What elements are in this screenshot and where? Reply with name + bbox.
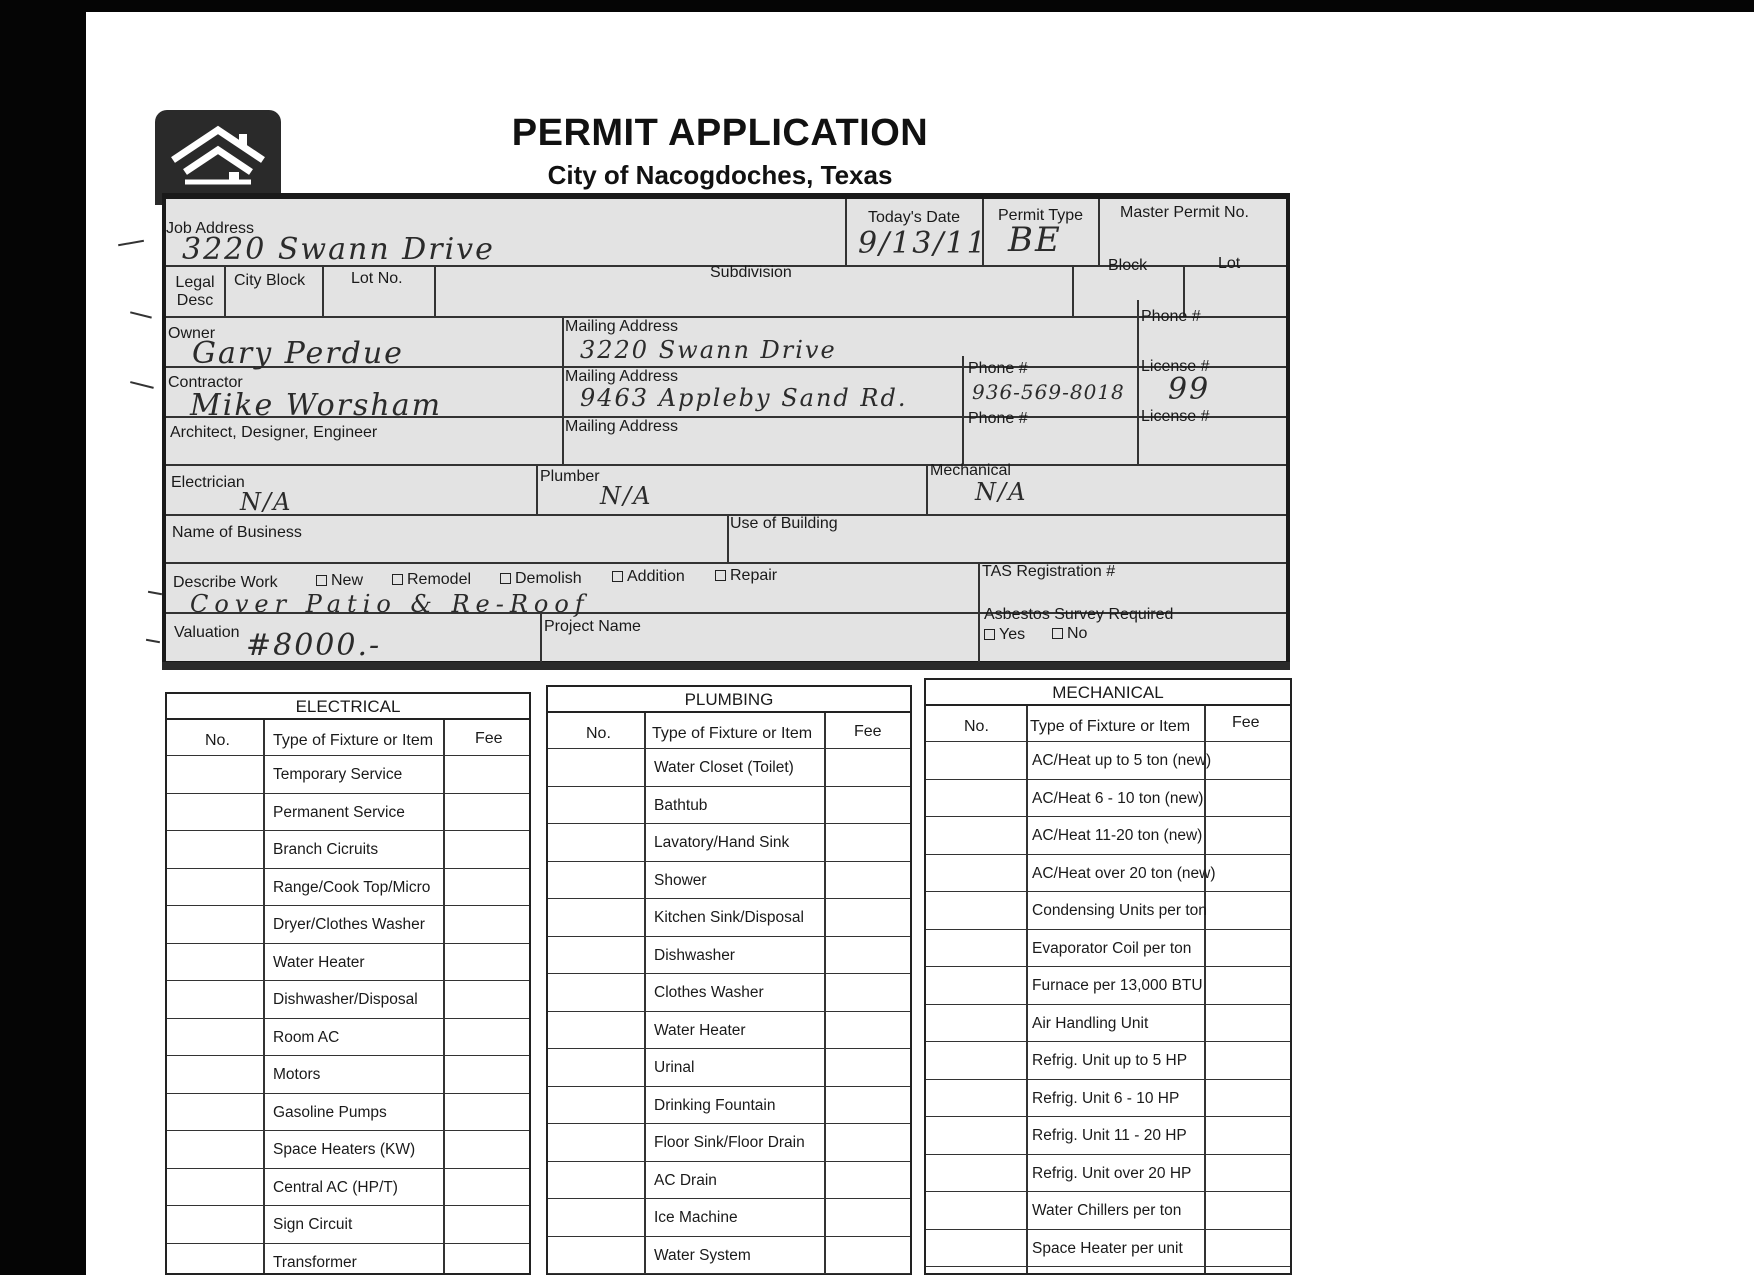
fixture-item-label: Water Chillers per ton (1032, 1202, 1182, 1219)
form-rule (1137, 300, 1139, 464)
city-block-label: City Block (234, 272, 306, 289)
subdivision-label: Subdivision (710, 264, 792, 281)
form-rule (434, 265, 436, 316)
table-row (167, 1019, 529, 1057)
fixture-item-label: Shower (654, 871, 707, 889)
form-rule (962, 356, 964, 464)
legal-desc-label: Legal Desc (175, 274, 215, 309)
form-rule (562, 316, 564, 464)
asbestos-no-label: No (1067, 625, 1088, 642)
form-shadow (162, 662, 1290, 670)
form-rule (1072, 265, 1074, 316)
form-rule (926, 464, 928, 514)
fixture-item-label: Refrig. Unit over 20 HP (1032, 1164, 1192, 1182)
describe-work-value[interactable]: Cover Patio & Re-Roof (190, 590, 590, 618)
page-title: PERMIT APPLICATION (511, 112, 929, 154)
form-rule (322, 265, 324, 316)
table-row (548, 1049, 910, 1087)
owner-value[interactable]: Gary Perdue (192, 336, 404, 371)
city-logo (155, 110, 281, 205)
plumbing-table (546, 685, 912, 1275)
contractor-phone-value[interactable]: 936-569-8018 (972, 380, 1125, 404)
checkbox-asbestos-yes[interactable] (984, 629, 995, 640)
todays-date-value[interactable]: 9/13/11 (858, 226, 988, 261)
fixture-item-label: Water Heater (273, 953, 365, 971)
form-rule (540, 612, 542, 662)
col-fee-header: Fee (854, 723, 882, 740)
architect-phone-label: Phone # (968, 410, 1028, 427)
checkbox-addition[interactable] (612, 571, 623, 582)
fixture-item-label: Refrig. Unit 11 - 20 HP (1032, 1127, 1187, 1144)
fixture-item-label: Furnace per 13,000 BTU (1032, 977, 1203, 994)
table-row (548, 862, 910, 900)
fixture-item-label: Air Handling Unit (1032, 1014, 1149, 1032)
architect-mailing-label: Mailing Address (565, 418, 678, 435)
form-rule (224, 265, 226, 316)
contractor-label: Contractor (168, 374, 243, 391)
option-remodel[interactable] (392, 571, 471, 589)
col-no-header: No. (205, 732, 230, 749)
fixture-item-label: Ice Machine (654, 1209, 738, 1226)
mechanical-title: MECHANICAL (926, 680, 1290, 706)
table-row (167, 1056, 529, 1094)
fixture-item-label: Motors (273, 1066, 321, 1083)
fixture-item-label: Temporary Service (273, 766, 403, 783)
plumber-value[interactable]: N/A (600, 482, 653, 510)
lot-label: Lot (1218, 255, 1241, 272)
owner-phone-label: Phone # (1141, 308, 1201, 325)
architect-license-label: License # (1141, 408, 1210, 425)
option-demolish[interactable] (500, 570, 582, 588)
col-type-header: Type of Fixture or Item (1030, 718, 1191, 735)
col-no-header: No. (586, 725, 611, 742)
contractor-value[interactable]: Mike Worsham (190, 388, 443, 423)
col-type-header: Type of Fixture or Item (273, 732, 434, 749)
fixture-item-label: Clothes Washer (654, 984, 764, 1001)
col-type-header: Type of Fixture or Item (652, 725, 813, 742)
asbestos-yes-label: Yes (999, 626, 1026, 643)
fixture-item-label: AC/Heat 6 - 10 ton (new) (1032, 789, 1204, 807)
fixture-item-label: AC/Heat up to 5 ton (new) (1032, 752, 1212, 769)
fixture-item-label: Dryer/Clothes Washer (273, 916, 425, 933)
job-address-value[interactable]: 3220 Swann Drive (182, 232, 495, 267)
fixture-item-label: Central AC (HP/T) (273, 1178, 398, 1196)
fixture-item-label: Urinal (654, 1059, 695, 1076)
owner-mailing-label: Mailing Address (565, 318, 678, 335)
form-rule (845, 199, 847, 265)
form-rule (727, 514, 729, 562)
option-addition[interactable] (612, 568, 685, 586)
fixture-item-label: Lavatory/Hand Sink (654, 834, 790, 851)
house-icon (165, 120, 271, 196)
option-new[interactable] (316, 572, 363, 590)
fixture-item-label: Floor Sink/Floor Drain (654, 1134, 805, 1151)
form-rule (1098, 199, 1100, 265)
form-rule (166, 316, 1286, 318)
form-rule (166, 514, 1286, 516)
contractor-mailing-label: Mailing Address (565, 368, 678, 385)
fixture-item-label: Branch Cicruits (273, 841, 379, 858)
plumbing-title: PLUMBING (548, 687, 910, 713)
lot-no-label: Lot No. (351, 270, 403, 287)
option-new-label: New (331, 572, 364, 589)
use-of-building-label: Use of Building (730, 515, 838, 532)
block-label: Block (1108, 257, 1148, 274)
fixture-item-label: Refrig. Unit 6 - 10 HP (1032, 1089, 1180, 1107)
job-address-label: Job Address (166, 220, 255, 237)
option-addition-label: Addition (627, 568, 685, 585)
todays-date-label: Today's Date (868, 209, 960, 226)
master-permit-label: Master Permit No. (1120, 204, 1249, 221)
contractor-license-label: License # (1141, 358, 1210, 375)
tas-registration-label: TAS Registration # (982, 563, 1116, 580)
business-label: Name of Business (172, 524, 302, 541)
fixture-item-label: Evaporator Coil per ton (1032, 939, 1192, 957)
electrical-table (165, 692, 531, 1275)
valuation-label: Valuation (174, 624, 240, 641)
fixture-item-label: Dishwasher (654, 946, 735, 964)
scan-border-left (0, 0, 86, 1275)
fixture-item-label: Refrig. Unit up to 5 HP (1032, 1052, 1188, 1069)
fixture-item-label: Range/Cook Top/Micro (273, 878, 431, 896)
checkbox-repair[interactable] (715, 570, 726, 581)
fixture-item-label: Water Closet (Toilet) (654, 759, 794, 776)
page-subtitle: City of Nacogdoches, Texas (547, 160, 893, 190)
owner-label: Owner (168, 325, 216, 342)
fixture-item-label: Bathtub (654, 796, 708, 814)
electrician-value[interactable]: N/A (240, 488, 293, 516)
fixture-item-label: Room AC (273, 1028, 340, 1046)
permit-type-value[interactable]: BE (1008, 220, 1062, 260)
mechanical-table (924, 678, 1292, 1275)
permit-type-label: Permit Type (998, 207, 1084, 224)
fixture-item-label: Sign Circuit (273, 1216, 353, 1233)
fixture-item-label: Kitchen Sink/Disposal (654, 909, 804, 926)
fixture-item-label: AC/Heat 11-20 ton (new) (1032, 827, 1203, 844)
fixture-item-label: Water Heater (654, 1021, 746, 1039)
table-row (548, 1162, 910, 1200)
valuation-value[interactable]: #8000.- (246, 628, 382, 663)
col-no-header: No. (964, 718, 989, 735)
plumber-label: Plumber (540, 468, 600, 485)
contractor-mailing-value[interactable]: 9463 Appleby Sand Rd. (580, 384, 908, 412)
fixture-item-label: Space Heaters (KW) (273, 1141, 416, 1158)
electrical-title: ELECTRICAL (167, 694, 529, 720)
mechanical-label: Mechanical (930, 462, 1011, 479)
describe-work-label: Describe Work (173, 574, 278, 591)
col-fee-header: Fee (1232, 714, 1260, 731)
fixture-item-label: Drinking Fountain (654, 1096, 776, 1114)
electrician-label: Electrician (171, 474, 245, 491)
option-demolish-label: Demolish (515, 570, 582, 587)
fixture-item-label: Gasoline Pumps (273, 1103, 387, 1121)
fixture-item-label: AC Drain (654, 1171, 717, 1189)
mechanical-value[interactable]: N/A (975, 478, 1028, 506)
checkbox-demolish[interactable] (500, 573, 511, 584)
asbestos-yes[interactable] (984, 626, 1025, 644)
checkbox-asbestos-no[interactable] (1052, 628, 1063, 639)
fixture-item-label: Condensing Units per ton (1032, 902, 1207, 919)
fixture-item-label: Space Heater per unit (1032, 1239, 1183, 1257)
fixture-item-label: AC/Heat over 20 ton (new) (1032, 864, 1216, 882)
option-repair[interactable] (715, 567, 777, 585)
asbestos-label: Asbestos Survey Required (984, 606, 1174, 623)
project-name-label: Project Name (544, 618, 641, 635)
table-row (548, 787, 910, 825)
form-rule (978, 562, 980, 662)
option-repair-label: Repair (730, 567, 778, 584)
option-remodel-label: Remodel (407, 571, 472, 588)
contractor-phone-label: Phone # (968, 360, 1028, 377)
architect-label: Architect, Designer, Engineer (170, 424, 378, 441)
owner-mailing-value[interactable]: 3220 Swann Drive (580, 336, 837, 364)
checkbox-new[interactable] (316, 575, 327, 586)
fixture-item-label: Water System (654, 1246, 751, 1264)
contractor-license-value[interactable]: 99 (1168, 372, 1211, 407)
fixture-item-label: Transformer (273, 1253, 357, 1271)
form-rule (166, 562, 1286, 564)
scan-border-top (0, 0, 1754, 12)
checkbox-remodel[interactable] (392, 574, 403, 585)
asbestos-no[interactable] (1052, 625, 1087, 643)
form-rule (166, 464, 1286, 466)
form-rule (536, 464, 538, 514)
fixture-item-label: Permanent Service (273, 803, 405, 821)
fixture-item-label: Dishwasher/Disposal (273, 991, 418, 1008)
col-fee-header: Fee (475, 730, 503, 747)
